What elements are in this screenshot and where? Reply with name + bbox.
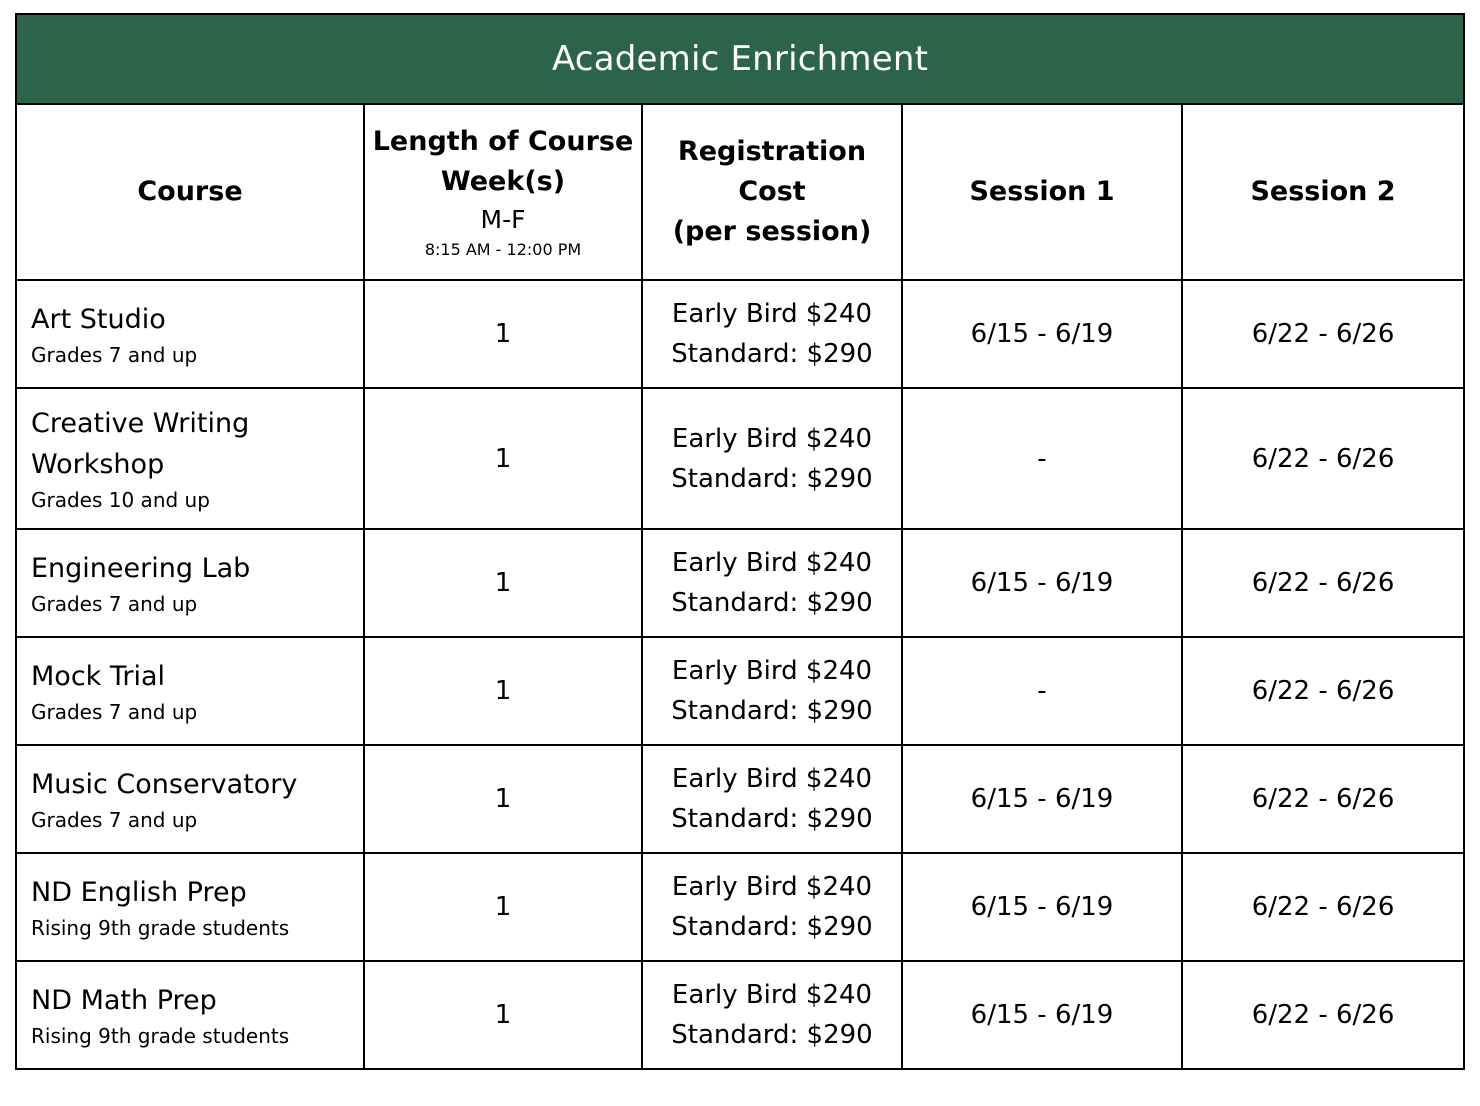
course-name: Engineering Lab: [31, 552, 251, 584]
course-grades: Rising 9th grade students: [31, 915, 290, 940]
course-name: Creative Writing Workshop: [31, 407, 250, 480]
weeks-cell: 1: [364, 853, 642, 961]
course-name: ND Math Prep: [31, 984, 217, 1016]
header-session2-label: Session 2: [1250, 176, 1396, 207]
early-bird-price: Early Bird $240: [671, 299, 873, 329]
header-row: [16, 104, 1464, 280]
standard-price: Standard: $290: [671, 804, 873, 834]
session1-cell: -: [902, 637, 1182, 745]
academic-enrichment-table: [15, 13, 1465, 1070]
weeks-cell: 1: [364, 388, 642, 529]
course-grades: Grades 10 and up: [31, 487, 210, 512]
standard-price: Standard: $290: [671, 1020, 873, 1050]
course-cell: [16, 745, 364, 853]
session2-cell: 6/22 - 6/26: [1182, 853, 1464, 961]
course-cell: [16, 637, 364, 745]
cost-cell: [642, 280, 902, 388]
table-title: Academic Enrichment: [16, 14, 1464, 104]
course-grades: Rising 9th grade students: [31, 1023, 290, 1048]
standard-price: Standard: $290: [671, 588, 873, 618]
header-cost-line3: (per session): [672, 216, 872, 247]
title-row: [16, 14, 1464, 104]
session2-cell: 6/22 - 6/26: [1182, 388, 1464, 529]
course-grades: Grades 7 and up: [31, 699, 198, 724]
table-row: [16, 853, 1464, 961]
header-length-time: 8:15 AM - 12:00 PM: [424, 240, 582, 259]
cost-cell: [642, 853, 902, 961]
header-cost-line1: Registration: [677, 136, 867, 167]
session1-cell: 6/15 - 6/19: [902, 529, 1182, 637]
weeks-cell: 1: [364, 637, 642, 745]
course-grades: Grades 7 and up: [31, 591, 198, 616]
header-session1: [902, 104, 1182, 280]
course-grades: Grades 7 and up: [31, 342, 198, 367]
table-row: [16, 745, 1464, 853]
header-session2: [1182, 104, 1464, 280]
cost-cell: [642, 637, 902, 745]
standard-price: Standard: $290: [671, 696, 873, 726]
header-course-label: Course: [137, 176, 243, 207]
standard-price: Standard: $290: [671, 912, 873, 942]
session2-cell: 6/22 - 6/26: [1182, 529, 1464, 637]
header-length-days: M-F: [480, 205, 526, 234]
header-cost: [642, 104, 902, 280]
session2-cell: 6/22 - 6/26: [1182, 961, 1464, 1069]
course-name: Art Studio: [31, 303, 166, 335]
course-cell: [16, 961, 364, 1069]
early-bird-price: Early Bird $240: [671, 872, 873, 902]
course-cell: [16, 280, 364, 388]
table-row: [16, 961, 1464, 1069]
session2-cell: 6/22 - 6/26: [1182, 280, 1464, 388]
header-length: [364, 104, 642, 280]
weeks-cell: 1: [364, 745, 642, 853]
early-bird-price: Early Bird $240: [671, 980, 873, 1010]
early-bird-price: Early Bird $240: [671, 423, 873, 454]
course-grades: Grades 7 and up: [31, 807, 198, 832]
weeks-cell: 1: [364, 961, 642, 1069]
cost-cell: [642, 529, 902, 637]
early-bird-price: Early Bird $240: [671, 764, 873, 794]
session1-cell: 6/15 - 6/19: [902, 280, 1182, 388]
session1-cell: -: [902, 388, 1182, 529]
course-cell: [16, 529, 364, 637]
header-length-line2: Week(s): [440, 166, 566, 197]
table-row: [16, 529, 1464, 637]
course-name: Music Conservatory: [31, 768, 298, 800]
header-length-line1: Length of Course: [372, 126, 634, 157]
schedule-wrapper: [15, 13, 1463, 1070]
early-bird-price: Early Bird $240: [671, 548, 873, 578]
weeks-cell: 1: [364, 529, 642, 637]
header-cost-line2: Cost: [738, 176, 806, 207]
course-cell: [16, 853, 364, 961]
standard-price: Standard: $290: [671, 339, 873, 369]
session2-cell: 6/22 - 6/26: [1182, 745, 1464, 853]
header-session1-label: Session 1: [969, 176, 1115, 207]
cost-cell: [642, 745, 902, 853]
session1-cell: 6/15 - 6/19: [902, 745, 1182, 853]
course-name: Mock Trial: [31, 660, 166, 692]
course-name: ND English Prep: [31, 876, 247, 908]
cost-cell: [642, 961, 902, 1069]
standard-price: Standard: $290: [671, 463, 873, 494]
session1-cell: 6/15 - 6/19: [902, 961, 1182, 1069]
cost-cell: [642, 388, 902, 529]
course-cell: [16, 388, 364, 529]
session1-cell: 6/15 - 6/19: [902, 853, 1182, 961]
weeks-cell: 1: [364, 280, 642, 388]
early-bird-price: Early Bird $240: [671, 656, 873, 686]
table-row: [16, 388, 1464, 529]
session2-cell: 6/22 - 6/26: [1182, 637, 1464, 745]
table-row: [16, 280, 1464, 388]
table-row: [16, 637, 1464, 745]
header-course: [16, 104, 364, 280]
